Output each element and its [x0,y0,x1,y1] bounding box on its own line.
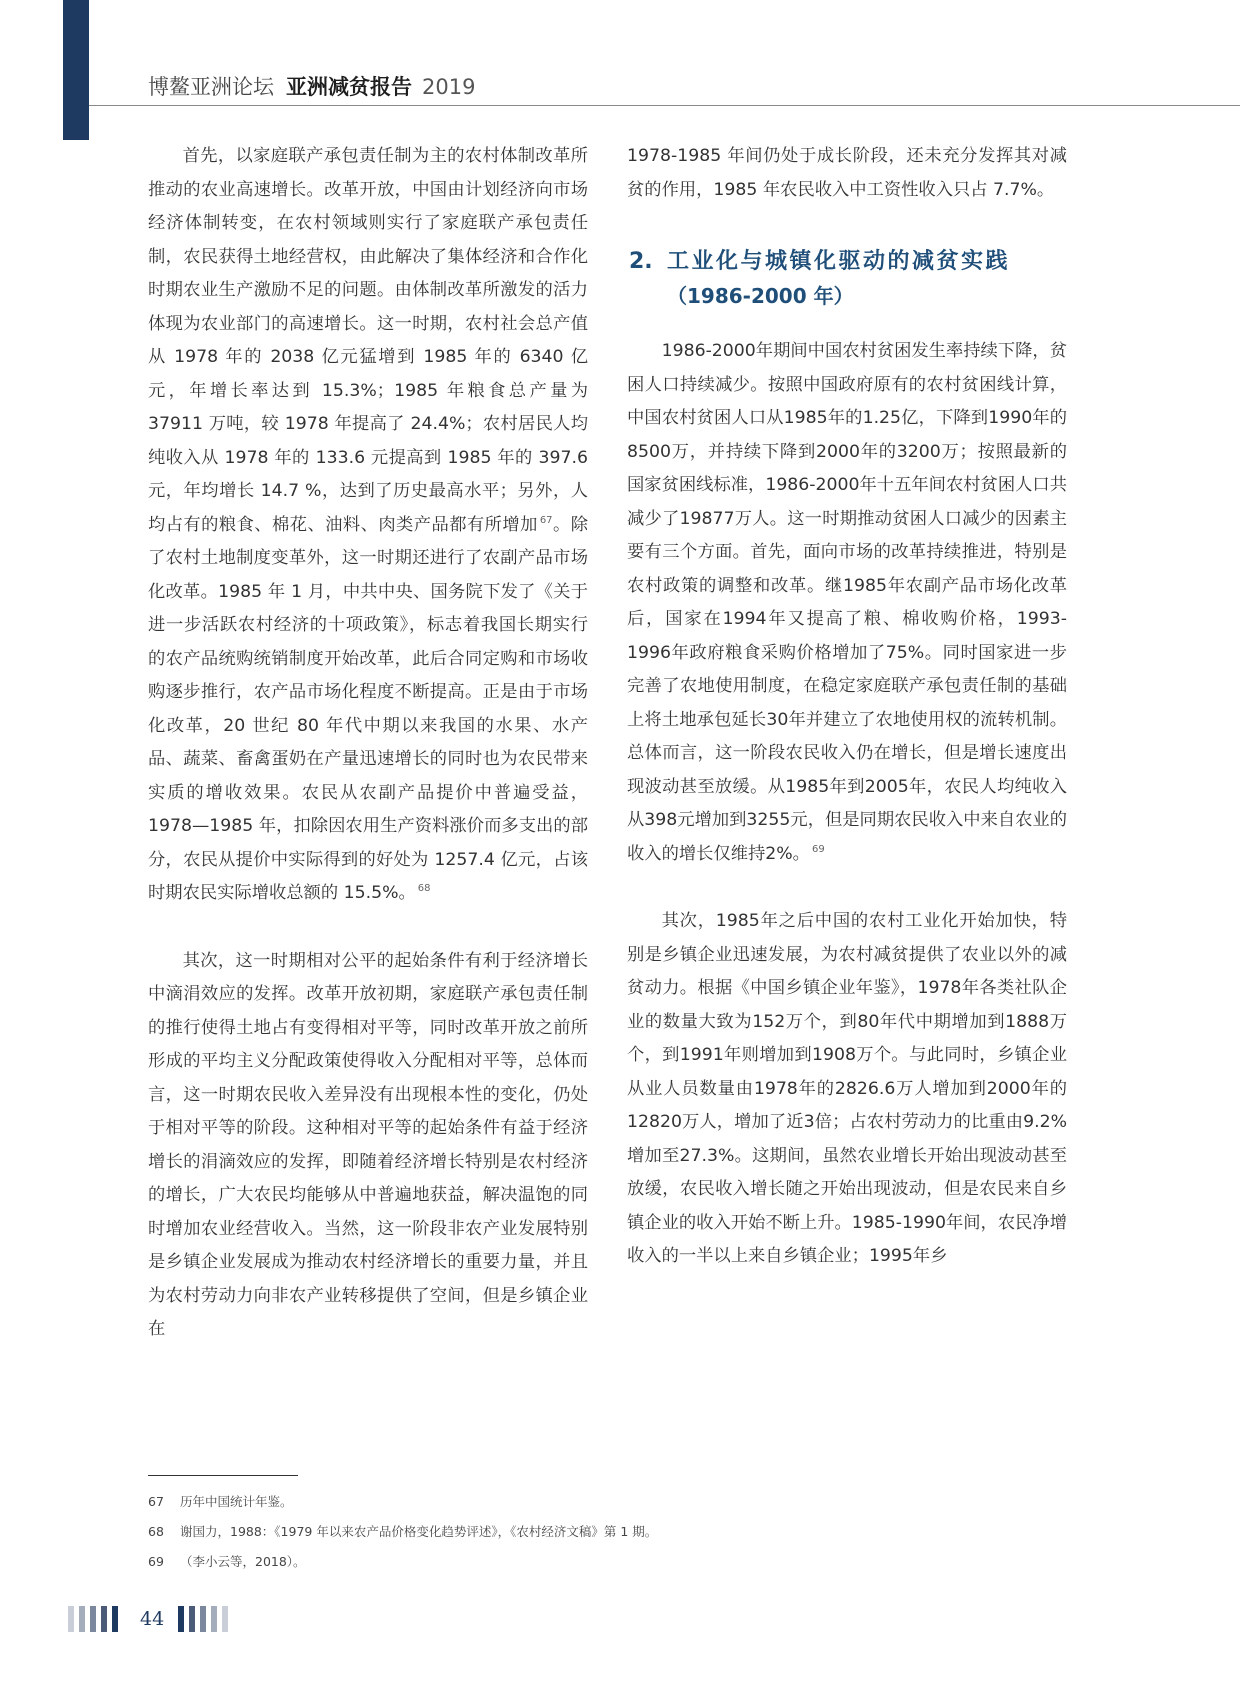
paragraph-text: 首先，以家庭联产承包责任制为主的农村体制改革所推动的农业高速增长。改革开放，中国由计划经济向市场经济体制转变，在农村领域则实行了家庭联产承包责任制，农民获得土地经营权，由此解决了集体经济和合作化时期农业生产激励不足的问题。由体制改革所激发的活力体现为农业部门的高速增长。这一时期，农村社会总产值从 1978 年的 2038 亿元猛增到 1985 年的 6340 亿元，年增长率达到 15.3%；1985 年粮食总产量为 37911 万吨，较 1978 年提高了 24.4%；农村居民人均纯收入从 1978 年的 133.6 元提高到 1985 年的 397.6 元，年均增长 14.7 %，达到了历史最高水平；另外，人均占有的粮食、棉花、油料、肉类产品都有所增加 [148,146,588,535]
pager-bar-icon [189,1606,195,1632]
page-number: 44 [140,1608,165,1630]
footnote-text: （李小云等，2018）。 [180,1554,306,1569]
footnote-ref-67[interactable]: 67 [539,514,553,526]
pager-bar-icon [79,1606,85,1632]
side-accent-bar [63,0,89,140]
paragraph-poverty-decline [627,335,1067,871]
pager-bar-icon [112,1606,118,1632]
footnote-text: 谢国力，1988：《1979 年以来农产品价格变化趋势评述》，《农村经济文稿》第 1 期。 [180,1524,658,1539]
footnote-rule [148,1475,298,1476]
paragraph-agricultural-growth [148,140,588,911]
paragraph-text: 1986-2000年期间中国农村贫困发生率持续下降，贫困人口持续减少。按照中国政府原有的农村贫困线计算，中国农村贫困人口从1985年的1.25亿，下降到1990年的8500万，并持续下降到2000年的3200万；按照最新的国家贫困线标准，1986-2000年十五年间农村贫困人口共减少了19877万人。这一时期推动贫困人口减少的因素主要有三个方面。首先，面向市场的改革持续推进，特别是农村政策的调整和改革。继1985年农副产品市场化改革后，国家在1994年又提高了粮、棉收购价格，1993-1996年政府粮食采购价格增加了75%。同时国家进一步完善了农地使用制度，在稳定家庭联产承包责任制的基础上将土地承包延长30年并建立了农地使用权的流转机制。总体而言，这一阶段农民收入仍在增长，但是增长速度出现波动甚至放缓。从1985年到2005年，农民人均纯收入从398元增加到3255元，但是同期农民收入中来自农业的收入的增长仅维持2%。 [627,341,1067,864]
footnote-item [148,1547,1148,1577]
footnote-number: 67 [148,1494,164,1509]
footnote-text: 历年中国统计年鉴。 [180,1494,293,1509]
report-title: 亚洲减贫报告 [286,74,412,99]
pager-bar-icon [222,1606,228,1632]
pager-bar-icon [68,1606,74,1632]
paragraph-continuation: 1978-1985 年间仍处于成长阶段，还未充分发挥其对减贫的作用，1985 年农民收入中工资性收入只占 7.7%。 [627,146,1067,200]
pager-bar-icon [178,1606,184,1632]
right-column [627,140,1067,1274]
section-title: 工业化与城镇化驱动的减贫实践 [667,249,1011,274]
footnote-number: 68 [148,1524,164,1539]
running-header [148,70,475,104]
section-heading [627,245,1067,313]
footnote-number: 69 [148,1554,164,1569]
pager-bar-icon [90,1606,96,1632]
paragraph-equal-conditions: 其次，这一时期相对公平的起始条件有利于经济增长中滴涓效应的发挥。改革开放初期，家庭联产承包责任制的推行使得土地占有变得相对平等，同时改革开放之前所形成的平均主义分配政策使得收入分配相对平等，总体而言，这一时期农民收入差异没有出现根本性的变化，仍处于相对平等的阶段。这种相对平等的起始条件有益于经济增长的涓滴效应的发挥，即随着经济增长特别是农村经济的增长，广大农民均能够从中普遍地获益，解决温饱的同时增加农业经营收入。当然，这一阶段非农产业发展特别是乡镇企业发展成为推动农村经济增长的重要力量，并且为农村劳动力向非农产业转移提供了空间，但是乡镇企业在 [148,950,588,1339]
left-column [148,140,588,1347]
footnote-item [148,1487,1148,1517]
forum-name: 博鳌亚洲论坛 [148,75,274,99]
header-rule [89,105,1240,106]
footnote-ref-68[interactable]: 68 [417,883,431,895]
pager-bar-icon [211,1606,217,1632]
paragraph-rural-industrialization: 其次，1985年之后中国的农村工业化开始加快，特别是乡镇企业迅速发展，为农村减贫提供了农业以外的减贫动力。根据《中国乡镇企业年鉴》，1978年各类社队企业的数量大致为152万个，到80年代中期增加到1888万个，到1991年则增加到1908万个。与此同时，乡镇企业从业人员数量由1978年的2826.6万人增加到2000年的12820万人，增加了近3倍；占农村劳动力的比重由9.2%增加至27.3%。这期间，虽然农业增长开始出现波动甚至放缓，农民收入增长随之开始出现波动，但是农民来自乡镇企业的收入开始不断上升。1985-1990年间，农民净增收入的一半以上来自乡镇企业；1995年乡 [627,911,1067,1266]
paragraph-text-continued: 。除了农村土地制度变革外，这一时期还进行了农副产品市场化改革。1985 年 1 月，中共中央、国务院下发了《关于进一步活跃农村经济的十项政策》，标志着我国长期实行的农产品统购统销制度开始改革，此后合同定购和市场收购逐步推行，农产品市场化程度不断提高。正是由于市场化改革，20 世纪 80 年代中期以来我国的水果、水产品、蔬菜、畜禽蛋奶在产量迅速增长的同时也为农民带来实质的增收效果。农民从农副产品提价中普遍受益，1978—1985 年，扣除因农用生产资料涨价而多支出的部分，农民从提价中实际得到的好处为 1257.4 亿元，占该时期农民实际增收总额的 15.5%。 [148,514,588,903]
footnote-item [148,1517,1148,1547]
section-period: （1986-2000 年） [667,284,854,308]
footnotes [148,1487,1148,1577]
report-year: 2019 [422,75,476,99]
pager-bar-icon [200,1606,206,1632]
pager-bar-icon [101,1606,107,1632]
footnote-ref-69[interactable]: 69 [811,843,825,855]
section-number: 2. [629,249,653,274]
